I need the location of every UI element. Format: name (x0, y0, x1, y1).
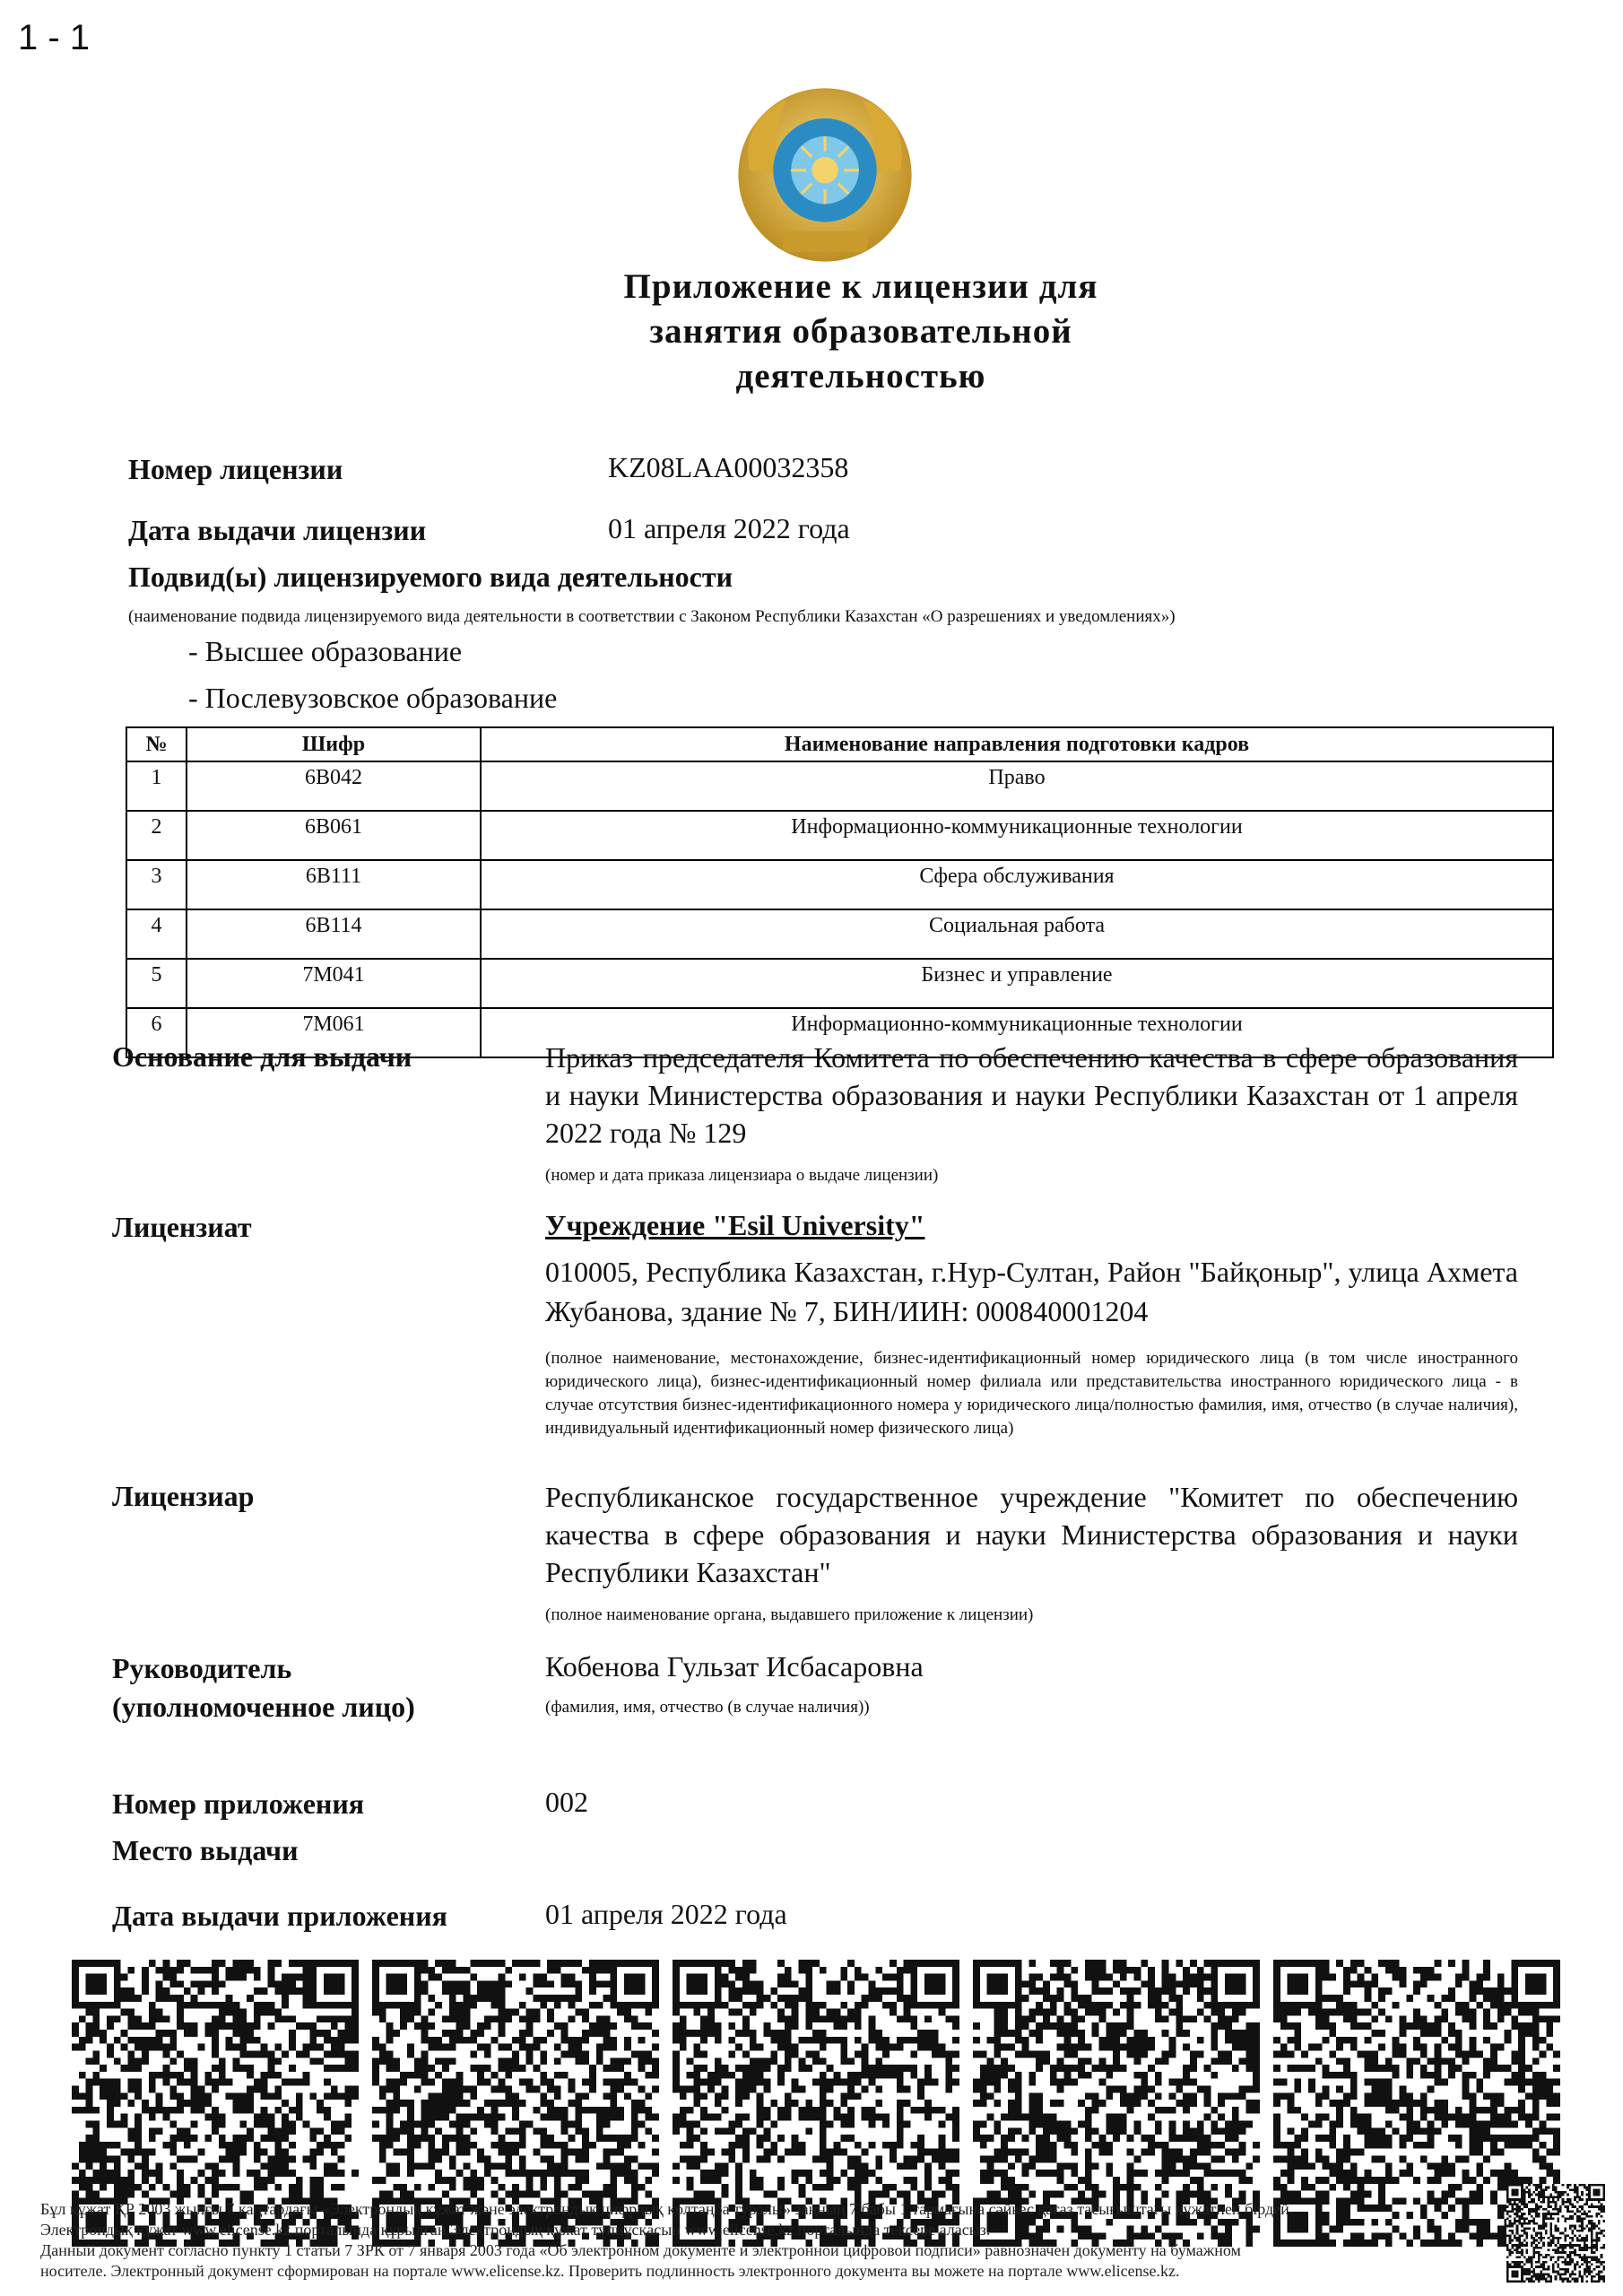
row-number: 5 (126, 959, 187, 1008)
licensor-label: Лицензиар (112, 1480, 255, 1512)
license-date-value: 01 апреля 2022 года (608, 512, 850, 544)
row-name: Информационно-коммуникационные технологии (481, 811, 1553, 860)
col-header-code: Шифр (187, 727, 481, 761)
table-row (126, 909, 1553, 959)
page-number: 1 - 1 (18, 18, 91, 57)
table-row (126, 860, 1553, 909)
table-row (126, 761, 1553, 811)
row-name: Информационно-коммуникационные технологии (481, 1008, 1553, 1057)
appendix-number-value: 002 (545, 1786, 588, 1818)
col-header-number: № (126, 727, 187, 761)
footer-line-1: Бұл құжат ҚР 2003 жылғы 7 қаңтардағы «Электрондық құжат және электрондық цифрлық қолтаңба туралы» заңның 7 бабы 1 тармағына сәйкес қағаз тасығыштағы құжатпен бірдей. (40, 2200, 1294, 2218)
row-code: 7М061 (187, 1008, 481, 1057)
subtype-item-2: - Послевузовское образование (188, 682, 558, 714)
basis-value: Приказ председателя Комитета по обеспечению качества в сфере образования и науки Министерства образования и науки Республики Казахстан от 1 апреля 2022 года № 129 (545, 1041, 1518, 1149)
table-row (126, 959, 1553, 1008)
document-title (502, 265, 1219, 399)
row-name: Бизнес и управление (481, 959, 1553, 1008)
head-note: (фамилия, имя, отчество (в случае наличия)) (545, 1698, 870, 1717)
subtype-item-1: - Высшее образование (188, 635, 463, 667)
licensee-label: Лицензиат (112, 1211, 252, 1243)
footer-line-2: Электрондық құжат www.elicense.kz порталында құрылған.Электрондық құжат түпнұсқасын www.elicense.kz порталында тексере аласыз. (40, 2221, 991, 2239)
table-header-row (126, 727, 1553, 761)
basis-label: Основание для выдачи (112, 1040, 412, 1073)
head-label-line-1: Руководитель (112, 1652, 292, 1684)
qr-code-icon (1506, 2184, 1605, 2283)
row-code: 6В042 (187, 761, 481, 811)
license-number-label: Номер лицензии (128, 453, 343, 485)
title-line-1: Приложение к лицензии для (623, 267, 1098, 306)
head-value: Кобенова Гульзат Исбасаровна (545, 1650, 924, 1683)
place-label: Место выдачи (112, 1834, 299, 1866)
footer-line-3: Данный документ согласно пункту 1 статьи 7 ЗРК от 7 января 2003 года «Об электронном документе и электронной цифровой подписи» равнозначен документу на бумажном (40, 2241, 1241, 2259)
appendix-date-value: 01 апреля 2022 года (545, 1898, 787, 1930)
licensor-note: (полное наименование органа, выдавшего приложение к лицензии) (545, 1605, 1034, 1624)
row-code: 6В114 (187, 909, 481, 959)
title-line-3: деятельностью (735, 357, 986, 396)
appendix-date-label: Дата выдачи приложения (112, 1900, 447, 1932)
subtype-label: Подвид(ы) лицензируемого вида деятельности (128, 561, 733, 593)
footer-legal-text (40, 2199, 1493, 2282)
row-number: 2 (126, 811, 187, 860)
row-name: Социальная работа (481, 909, 1553, 959)
row-number: 4 (126, 909, 187, 959)
row-name: Право (481, 761, 1553, 811)
row-number: 3 (126, 860, 187, 909)
license-date-label: Дата выдачи лицензии (128, 514, 427, 546)
appendix-number-label: Номер приложения (112, 1787, 365, 1820)
row-number: 6 (126, 1008, 187, 1057)
col-header-name: Наименование направления подготовки кадров (481, 727, 1553, 761)
title-line-2: занятия образовательной (649, 312, 1072, 351)
row-code: 7М041 (187, 959, 481, 1008)
row-name: Сфера обслуживания (481, 860, 1553, 909)
licensor-value: Республиканское государственное учреждение "Комитет по обеспечению качества в сфере образования и науки Министерства образования и науки Республики Казахстан" (545, 1481, 1518, 1588)
licensee-address: 010005, Республика Казахстан, г.Нур-Султан, Район "Байқоныр", улица Ахмета Жубанова, здание № 7, БИН/ИИН: 000840001204 (545, 1256, 1518, 1327)
row-number: 1 (126, 761, 187, 811)
head-label-line-2: (уполномоченное лицо) (112, 1691, 415, 1723)
row-code: 6В061 (187, 811, 481, 860)
row-code: 6В111 (187, 860, 481, 909)
basis-note: (номер и дата приказа лицензиара о выдаче лицензии) (545, 1166, 939, 1185)
licensee-name: Учреждение "Esil University" (545, 1209, 925, 1241)
subtype-note: (наименование подвида лицензируемого вида деятельности в соответствии с Законом Республики Казахстан «О разрешениях и уведомлениях») (128, 607, 1176, 626)
licensee-note: (полное наименование, местонахождение, бизнес-идентификационный номер юридического лица (в том числе иностранного юридического лица), бизнес-идентификационный номер филиала или представительства иностранного юридического лица - в случае отсутствия бизнес-идентификационного номера у юридического лица/полностью фамилия, имя, отчество (в случае наличия), индивидуальный идентификационный номер физического лица) (545, 1349, 1518, 1438)
training-directions-table (126, 726, 1554, 1058)
license-number-value: KZ08LAA00032358 (608, 451, 849, 483)
kazakhstan-state-emblem-icon (731, 81, 919, 269)
table-row (126, 811, 1553, 860)
footer-line-4: носителе. Электронный документ сформирован на портале www.elicense.kz. Проверить подлинность электронного документа вы можете на портале www.elicense.kz. (40, 2262, 1180, 2280)
